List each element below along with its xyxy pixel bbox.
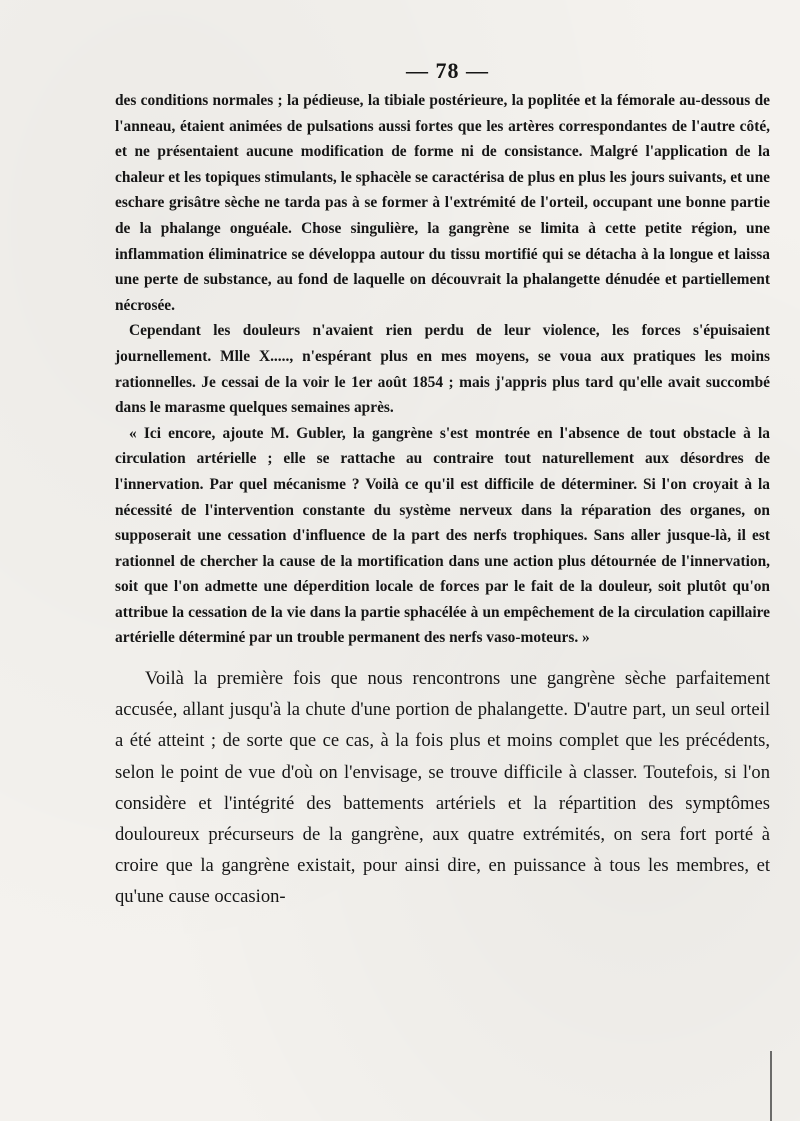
paragraph-case-continuation: des conditions normales ; la pédieuse, la tibiale postérieure, la poplitée et la fémorale au-dessous de l'anneau, étaient animées de pulsations aussi fortes que les artères correspondantes de l'autre côté, et ne présentaient aucune modification de forme ni de consistance. Malgré l'application de la chaleur et les topiques stimulants, le sphacèle se caractérisa de plus en plus les jours suivants, et une eschare grisâtre sèche ne tarda pas à se former à l'extrémité de l'orteil, occupant une bonne partie de la phalange onguéale. Chose singulière, la gangrène se limita à cette petite région, une inflammation éliminatrice se développa autour du tissu mortifié qui se détacha à la longue et laissa une perte de substance, au fond de laquelle on découvrait la phalangette dénudée et partiellement nécrosée. [115,92,770,314]
paragraph-cependant: Cependant les douleurs n'avaient rien perdu de leur violence, les forces s'épuisaient journellement. Mlle X....., n'espérant plus en mes moyens, se voua aux pratiques les moins rationnelles. Je cessai de la voir le 1er août 1854 ; mais j'appris plus tard qu'elle avait succombé dans le marasme quelques semaines après. [115,322,770,417]
page-number: — 78 — [406,58,489,83]
margin-pencil-mark [770,1051,772,1121]
paragraph-voila: Voilà la première fois que nous rencontrons une gangrène sèche parfaitement accusée, allant jusqu'à la chute d'une portion de phalangette. D'autre part, un seul orteil a été atteint ; de sorte que ce cas, à la fois plus et moins complet que les précédents, selon le point de vue d'où on l'envisage, se trouve difficile à classer. Toutefois, si l'on considère et l'intégrité des battements artériels et la répartition des symptômes douloureux précurseurs de la gangrène, aux quatre extrémités, on sera fort porté à croire que la gangrène existait, pour ainsi dire, en puissance à tous les membres, et qu'une cause occasion- [115,668,770,908]
paragraph-gubler-quote: « Ici encore, ajoute M. Gubler, la gangrène s'est montrée en l'absence de tout obstacle à la circulation artérielle ; elle se rattache au contraire tout naturellement aux désordres de l'innervation. Par quel mécanisme ? Voilà ce qu'il est difficile de déterminer. Si l'on croyait à la nécessité de l'intervention constante du système nerveux dans la réparation des organes, on supposerait une cessation d'influence de la part des nerfs trophiques. Sans aller jusque-là, il est rationnel de chercher la cause de la mortification dans une action plus détournée de l'innervation, soit que l'on admette une déperdition locale de forces par le fait de la douleur, soit plutôt qu'on attribue la cessation de la vie dans la partie sphacélée à un empêchement de la circulation capillaire artérielle déterminé par un trouble permanent des nerfs vaso-moteurs. » [115,424,770,647]
